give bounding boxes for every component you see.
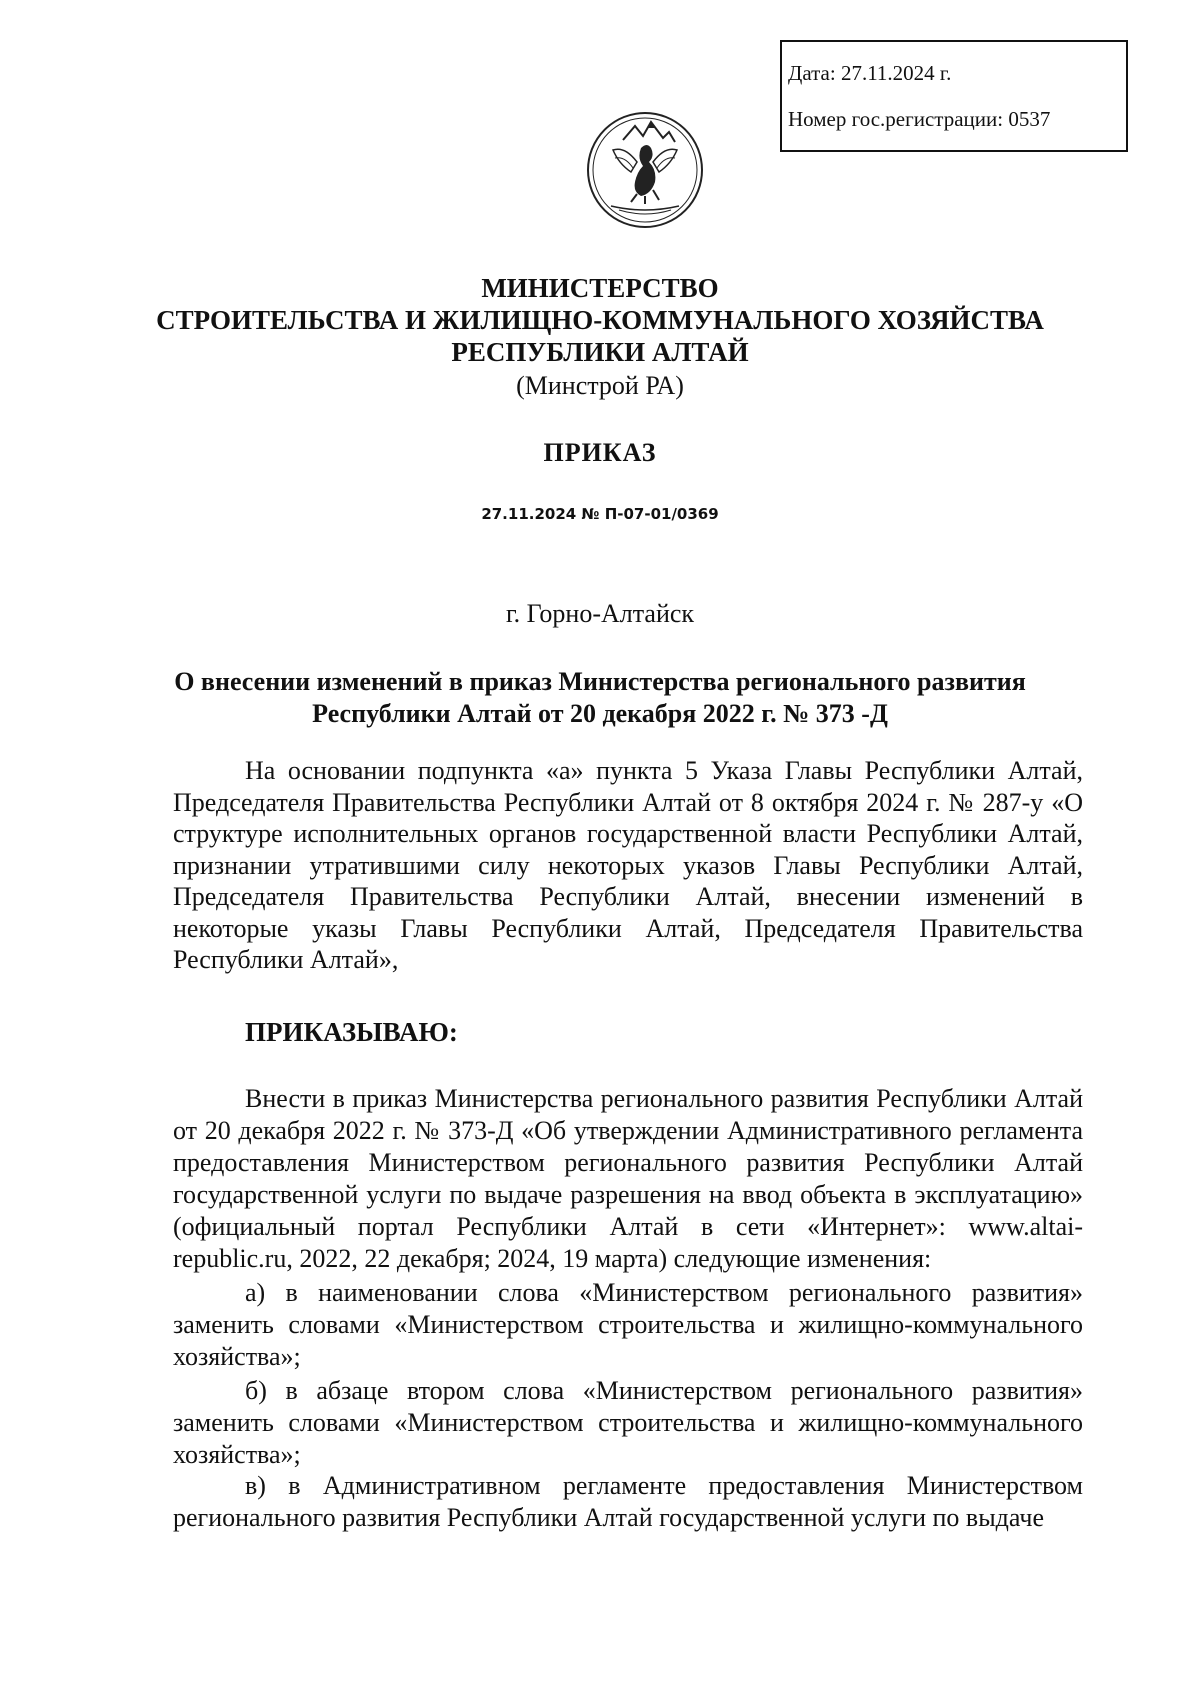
registration-number-value: 0537 bbox=[1008, 107, 1051, 131]
document-type-heading: ПРИКАЗ bbox=[543, 438, 657, 467]
order-subject-line1: О внесении изменений в приказ Министерства регионального развития bbox=[174, 667, 1026, 696]
registration-date-row bbox=[788, 62, 1126, 108]
ministry-title bbox=[0, 272, 1200, 368]
ministry-title-line1: МИНИСТЕРСТВО bbox=[481, 273, 719, 303]
city-name: г. Горно-Алтайск bbox=[505, 599, 695, 628]
coat-of-arms-icon bbox=[585, 110, 705, 230]
item-b-paragraph: б) в абзаце втором слова «Министерством регионального развития» заменить словами «Министерством строительства и жилищно-коммунального хозяйства»; bbox=[173, 1376, 1083, 1469]
item-v-paragraph: в) в Административном регламенте предоставления Министерством регионального развития Республики Алтай государственной услуги по выдаче bbox=[173, 1471, 1083, 1532]
order-subject-line2: Республики Алтай от 20 декабря 2022 г. № 373 -Д bbox=[312, 699, 888, 728]
preamble-paragraph: На основании подпункта «а» пункта 5 Указа Главы Республики Алтай, Председателя Правительства Республики Алтай от 8 октября 2024 г. № 287-у «О структуре исполнительных органов государственной власти Республики Алтай, признании утратившими силу некоторых указов Главы Республики Алтай, Председателя Правительства Республики Алтай, внесении изменений в некоторые указы Главы Республики Алтай, Председателя Правительства Республики Алтай», bbox=[173, 756, 1083, 974]
registration-date-value: 27.11.2024 г. bbox=[840, 61, 952, 85]
registration-date-label: Дата: bbox=[788, 61, 836, 85]
registration-stamp-box bbox=[780, 40, 1128, 152]
main-paragraph: Внести в приказ Министерства регионального развития Республики Алтай от 20 декабря 2022 г. № 373-Д «Об утверждении Административного регламента предоставления Министерством регионального развития Республики Алтай государственной услуги по выдаче разрешения на ввод объекта в эксплуатацию» (официальный портал Республики Алтай в сети «Интернет»: www.altai-republic.ru, 2022, 22 декабря; 2024, 19 марта) следующие изменения: bbox=[173, 1084, 1083, 1273]
registration-number-row bbox=[788, 108, 1126, 154]
order-number: 27.11.2024 № П-07-01/0369 bbox=[481, 505, 719, 523]
item-a-paragraph: а) в наименовании слова «Министерством регионального развития» заменить словами «Министерством строительства и жилищно-коммунального хозяйства»; bbox=[173, 1278, 1083, 1371]
ministry-title-line3: РЕСПУБЛИКИ АЛТАЙ bbox=[451, 337, 749, 367]
ministry-short-name: (Минстрой РА) bbox=[516, 371, 684, 400]
decree-heading: ПРИКАЗЫВАЮ: bbox=[245, 1017, 458, 1047]
order-subject bbox=[160, 666, 1040, 730]
registration-number-label: Номер гос.регистрации: bbox=[788, 107, 1004, 131]
ministry-title-line2: СТРОИТЕЛЬСТВА И ЖИЛИЩНО-КОММУНАЛЬНОГО ХОЗЯЙСТВА bbox=[156, 305, 1044, 335]
